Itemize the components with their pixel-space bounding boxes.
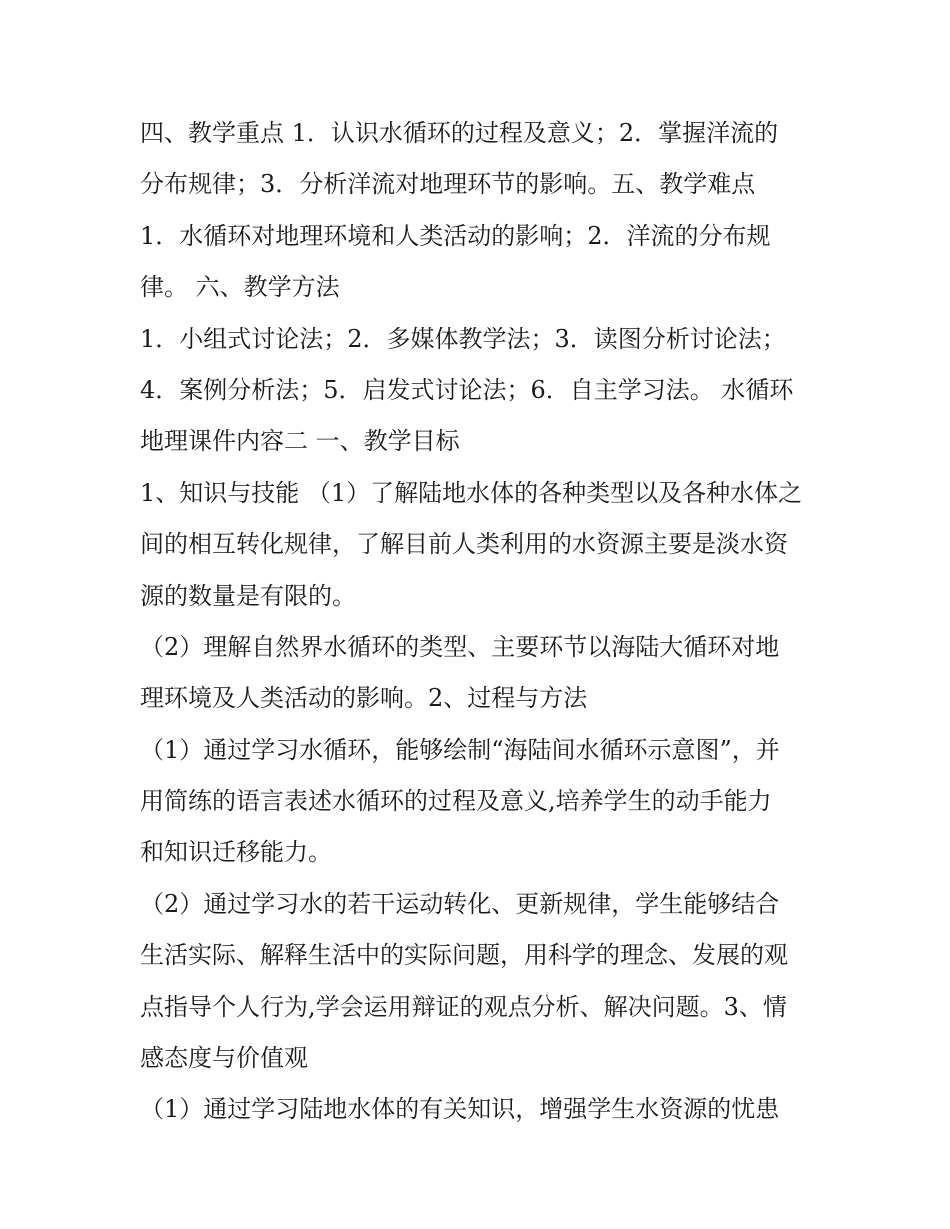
text-line: 点指导个人行为,学会运用辩证的观点分析、解决问题。3、情 bbox=[140, 992, 787, 1021]
text-line: 分布规律；3．分析洋流对地理环节的影响。五、教学难点 bbox=[140, 170, 756, 199]
text-line: 四、教学重点 1．认识水循环的过程及意义；2．掌握洋流的 bbox=[140, 119, 779, 147]
text-line: （1）通过学习陆地水体的有关知识，增强学生水资源的忧患 bbox=[140, 1095, 780, 1124]
text-line: 1．水循环对地理环境和人类活动的影响；2．洋流的分布规 bbox=[140, 221, 771, 250]
text-line: （2）理解自然界水循环的类型、主要环节以海陆大循环对地 bbox=[140, 632, 780, 661]
text-line: 理环境及人类活动的影响。2、过程与方法 bbox=[140, 684, 588, 713]
text-line: 用简练的语言表述水循环的过程及意义,培养学生的动手能力 bbox=[140, 787, 772, 816]
text-line: 4．案例分析法；5．启发式讨论法；6．自主学习法。 水循环 bbox=[140, 375, 794, 404]
body-text bbox=[140, 108, 820, 1136]
text-line: 源的数量是有限的。 bbox=[140, 581, 356, 610]
text-line: 和知识迁移能力。 bbox=[140, 838, 332, 867]
text-line: 律。 六、教学方法 bbox=[140, 273, 340, 302]
text-line: 1．小组式讨论法；2．多媒体教学法；3．读图分析讨论法； bbox=[140, 324, 786, 353]
text-line: （2）通过学习水的若干运动转化、更新规律，学生能够结合 bbox=[140, 889, 780, 918]
text-line: 感态度与价值观 bbox=[140, 1044, 308, 1073]
text-line: 1、知识与技能 （1）了解陆地水体的各种类型以及各种水体之 bbox=[140, 478, 803, 507]
text-line: 地理课件内容二 一、教学目标 bbox=[140, 427, 460, 456]
text-line: 生活实际、解释生活中的实际问题，用科学的理念、发展的观 bbox=[140, 941, 788, 970]
text-line: 间的相互转化规律，了解目前人类利用的水资源主要是淡水资 bbox=[140, 530, 788, 559]
text-line: （1）通过学习水循环，能够绘制“海陆间水循环示意图”，并 bbox=[140, 735, 780, 764]
